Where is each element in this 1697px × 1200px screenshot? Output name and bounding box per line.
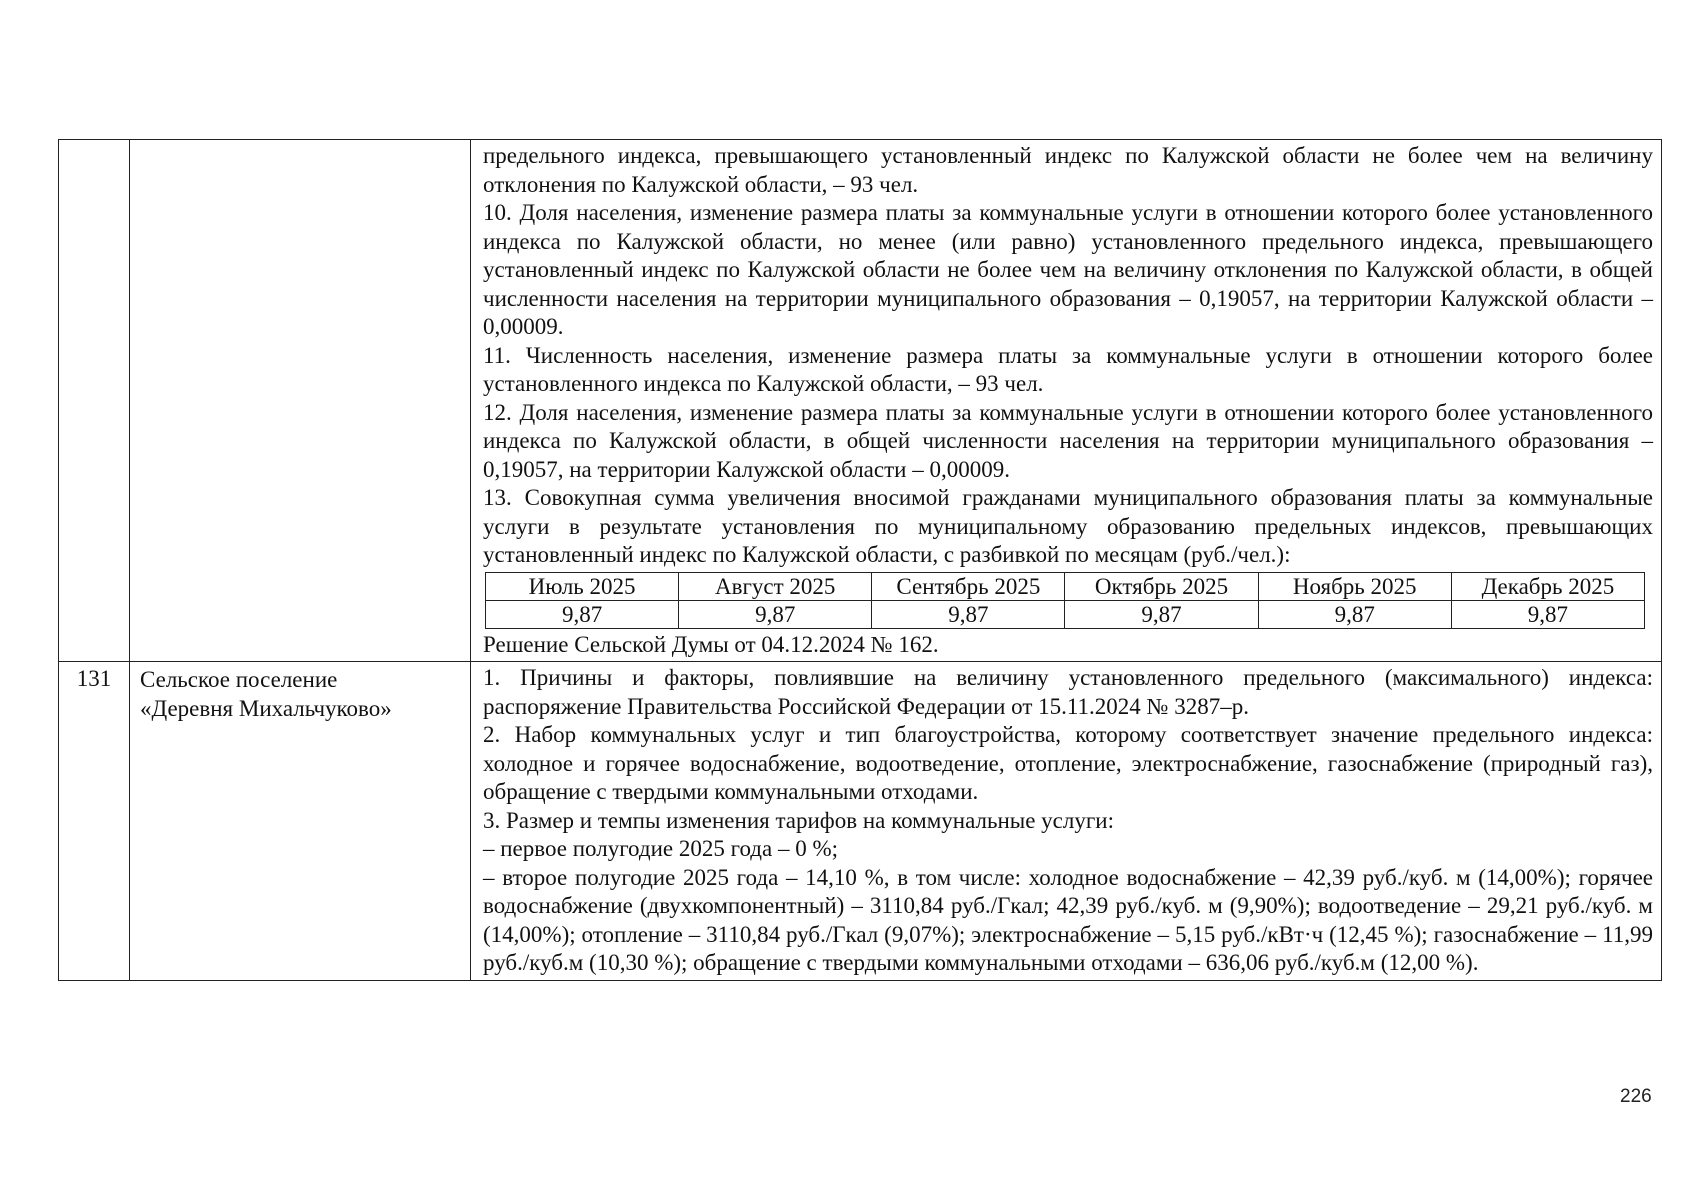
paragraph: 3. Размер и темпы изменения тарифов на коммунальные услуги: (483, 807, 1114, 833)
paragraph: 10. Доля населения, изменение размера платы за коммунальные услуги в отношении которого более установленного индекса по Калужской области, но менее (или равно) установленного предельного индекса, превышающего установленный индекс по Калужской области не более чем на величину отклонения по Калужской области, в общей численности населения на территории муниципального образования – 0,19057, на территории Калужской области – 0,00009. (483, 200, 1653, 339)
municipal-index-table (58, 139, 1662, 981)
month-header: Август 2025 (679, 572, 872, 600)
month-value: 9,87 (1451, 600, 1644, 628)
month-value: 9,87 (872, 600, 1065, 628)
month-header: Сентябрь 2025 (872, 572, 1065, 600)
monthly-increase-table (485, 572, 1645, 629)
paragraph: 1. Причины и факторы, повлиявшие на величину установленного предельного (максимального) индекса: распоряжение Правительства Российской Федерации от 15.11.2024 № 3287–р. (483, 665, 1653, 719)
details-cell (471, 662, 1662, 981)
row-number-cell (59, 140, 130, 662)
month-value: 9,87 (1258, 600, 1451, 628)
months-header-row (486, 572, 1645, 600)
month-value: 9,87 (679, 600, 872, 628)
paragraph: – второе полугодие 2025 года – 14,10 %, в том числе: холодное водоснабжение – 42,39 руб./куб. м (14,00%); горячее водоснабжение (двухкомпонентный) – 3110,84 руб./Гкал; 42,39 руб./куб. м (9,90%); водоотведение – 29,21 руб./куб. м (14,00%); отопление – 3110,84 руб./Гкал (9,07%); электроснабжение – 5,15 руб./кВт·ч (12,45 %); газоснабжение – 11,99 руб./куб.м (10,30 %); обращение с твердыми коммунальными отходами – 636,06 руб./куб.м (12,00 %). (483, 864, 1653, 975)
month-header: Октябрь 2025 (1065, 572, 1258, 600)
table-row (59, 140, 1662, 662)
decision-reference: Решение Сельской Думы от 04.12.2024 № 162. (483, 631, 939, 657)
municipality-name-cell (130, 140, 471, 662)
paragraph: – первое полугодие 2025 года – 0 %; (483, 836, 839, 861)
paragraph: предельного индекса, превышающего установленный индекс по Калужской области не более чем на величину отклонения по Калужской области, – 93 чел. (483, 143, 1653, 197)
details-cell (471, 140, 1662, 662)
month-value: 9,87 (486, 600, 679, 628)
municipality-name-line: Сельское поселение (140, 667, 338, 692)
municipality-name-cell (130, 662, 471, 981)
month-header: Декабрь 2025 (1451, 572, 1644, 600)
months-value-row (486, 600, 1645, 628)
table-row (59, 662, 1662, 981)
paragraph: 12. Доля населения, изменение размера платы за коммунальные услуги в отношении которого более установленного индекса по Калужской области, в общей численности населения на территории муниципального образования – 0,19057, на территории Калужской области – 0,00009. (483, 399, 1653, 482)
paragraph: 2. Набор коммунальных услуг и тип благоустройства, которому соответствует значение предельного индекса: холодное и горячее водоснабжение, водоотведение, отопление, электроснабжение, газоснабжение (природный газ), обращение с твердыми коммунальными отходами. (483, 722, 1653, 804)
row-number-cell (59, 662, 130, 981)
paragraph: 11. Численность населения, изменение размера платы за коммунальные услуги в отношении которого более установленного индекса по Калужской области, – 93 чел. (483, 342, 1653, 396)
page-number: 226 (1620, 1086, 1652, 1107)
month-value: 9,87 (1065, 600, 1258, 628)
municipality-name-line: «Деревня Михальчуково» (140, 696, 392, 721)
row-number: 131 (76, 666, 112, 691)
month-header: Июль 2025 (486, 572, 679, 600)
month-header: Ноябрь 2025 (1258, 572, 1451, 600)
paragraph: 13. Совокупная сумма увеличения вносимой гражданами муниципального образования платы за коммунальные услуги в результате установления по муниципальному образованию предельных индексов, превышающих установленный индекс по Калужской области, с разбивкой по месяцам (руб./чел.): (483, 485, 1653, 567)
